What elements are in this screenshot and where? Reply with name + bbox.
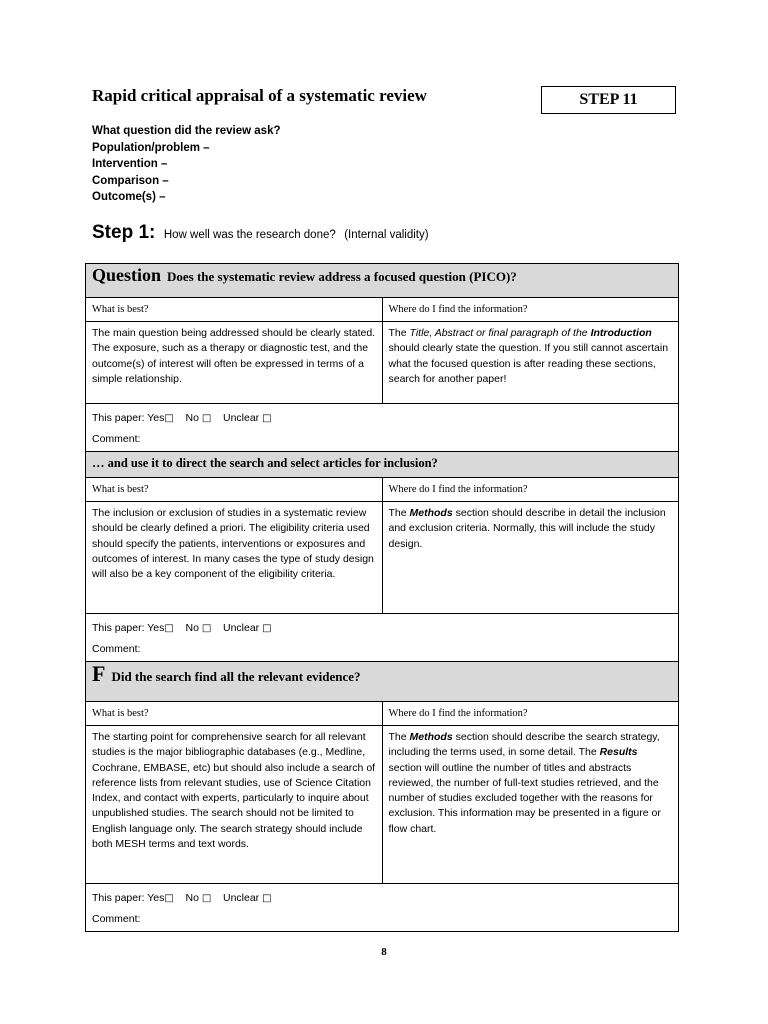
- section-header: [86, 452, 679, 478]
- comment-label: Comment:: [92, 913, 141, 925]
- best-text: The inclusion or exclusion of studies in a systematic review should be clearly defined a priori. The eligibility criteria used should specify the patients, interventions or exposures and outcomes of interest. In many cases the type of study design will also be a key component of the eligibility criteria.: [86, 502, 383, 614]
- section-header: [86, 264, 679, 298]
- where-text: The Methods section should describe in detail the inclusion and exclusion criteria. Normally, this will include the study design.: [382, 502, 679, 614]
- pico-block: [92, 123, 281, 206]
- page-number: 8: [381, 946, 387, 958]
- pico-intervention: Intervention –: [92, 158, 168, 170]
- col-where-info: Where do I find the information?: [382, 702, 679, 726]
- col-what-is-best: What is best?: [86, 298, 383, 322]
- pico-population: Population/problem –: [92, 141, 210, 154]
- no-checkbox[interactable]: □: [201, 623, 212, 634]
- section-heading: Did the search find all the relevant evidence?: [111, 669, 361, 684]
- review-question: What question did the review ask?: [92, 125, 281, 137]
- step-badge: STEP 11: [541, 86, 676, 114]
- yes-checkbox[interactable]: □: [164, 893, 174, 904]
- no-checkbox[interactable]: □: [201, 893, 212, 904]
- col-where-info: Where do I find the information?: [382, 478, 679, 502]
- answer-options: This paper: Yes□ No □ Unclear □: [92, 412, 272, 424]
- unclear-checkbox[interactable]: □: [262, 623, 272, 634]
- no-checkbox[interactable]: □: [201, 413, 212, 424]
- yes-checkbox[interactable]: □: [164, 623, 174, 634]
- section-header: [86, 662, 679, 702]
- answer-row: [86, 404, 679, 452]
- yes-checkbox[interactable]: □: [164, 413, 174, 424]
- content-row: [86, 322, 679, 404]
- page-title: Rapid critical appraisal of a systematic review: [92, 86, 427, 105]
- answer-options: This paper: Yes□ No □ Unclear □: [92, 622, 272, 634]
- column-headers: [86, 702, 679, 726]
- col-what-is-best: What is best?: [86, 478, 383, 502]
- best-text: The main question being addressed should be clearly stated. The exposure, such as a therapy or diagnostic test, and the outcome(s) of interest will often be expressed in terms of a simple relationship.: [86, 322, 383, 404]
- appraisal-table: [85, 263, 679, 932]
- step1-label: Step 1:: [92, 222, 156, 243]
- section-heading: … and use it to direct the search and select articles for inclusion?: [92, 456, 438, 470]
- section-big-label: Question: [92, 265, 162, 285]
- column-headers: [86, 298, 679, 322]
- comment-label: Comment:: [92, 643, 141, 655]
- content-row: [86, 726, 679, 884]
- content-row: [86, 502, 679, 614]
- answer-row: [86, 614, 679, 662]
- section-big-label: F: [92, 661, 106, 686]
- comment-label: Comment:: [92, 433, 141, 445]
- step1-text: How well was the research done?: [163, 229, 336, 241]
- unclear-checkbox[interactable]: □: [262, 413, 272, 424]
- answer-options: This paper: Yes□ No □ Unclear □: [92, 892, 272, 904]
- section-heading: Does the systematic review address a focused question (PICO)?: [167, 269, 517, 284]
- column-headers: [86, 478, 679, 502]
- col-what-is-best: What is best?: [86, 702, 383, 726]
- best-text: The starting point for comprehensive search for all relevant studies is the major bibliographic databases (e.g., Medline, Cochrane, EMBASE, etc) but should also include a search of reference lists from relevant studies, use of Science Citation Index, and contact with experts, particularly to inquire about unpublished studies. The search should not be limited to English language only. The search strategy should include both MESH terms and text words.: [86, 726, 383, 884]
- col-where-info: Where do I find the information?: [382, 298, 679, 322]
- step1-suffix: (Internal validity): [344, 229, 429, 241]
- pico-comparison: Comparison –: [92, 174, 169, 187]
- step1-heading: [92, 222, 429, 244]
- where-text: The Title, Abstract or final paragraph of the Introduction should clearly state the question. If you still cannot ascertain what the focused question is after reading these sections, search for another paper!: [382, 322, 679, 404]
- answer-row: [86, 884, 679, 932]
- unclear-checkbox[interactable]: □: [262, 893, 272, 904]
- where-text: The Methods section should describe the search strategy, including the terms used, in some detail. The Results section will outline the number of titles and abstracts reviewed, the number of full-text studies retrieved, and the number of studies excluded together with the reasons for exclusion. This information may be presented in a figure or flow chart.: [382, 726, 679, 884]
- pico-outcome: Outcome(s) –: [92, 191, 166, 203]
